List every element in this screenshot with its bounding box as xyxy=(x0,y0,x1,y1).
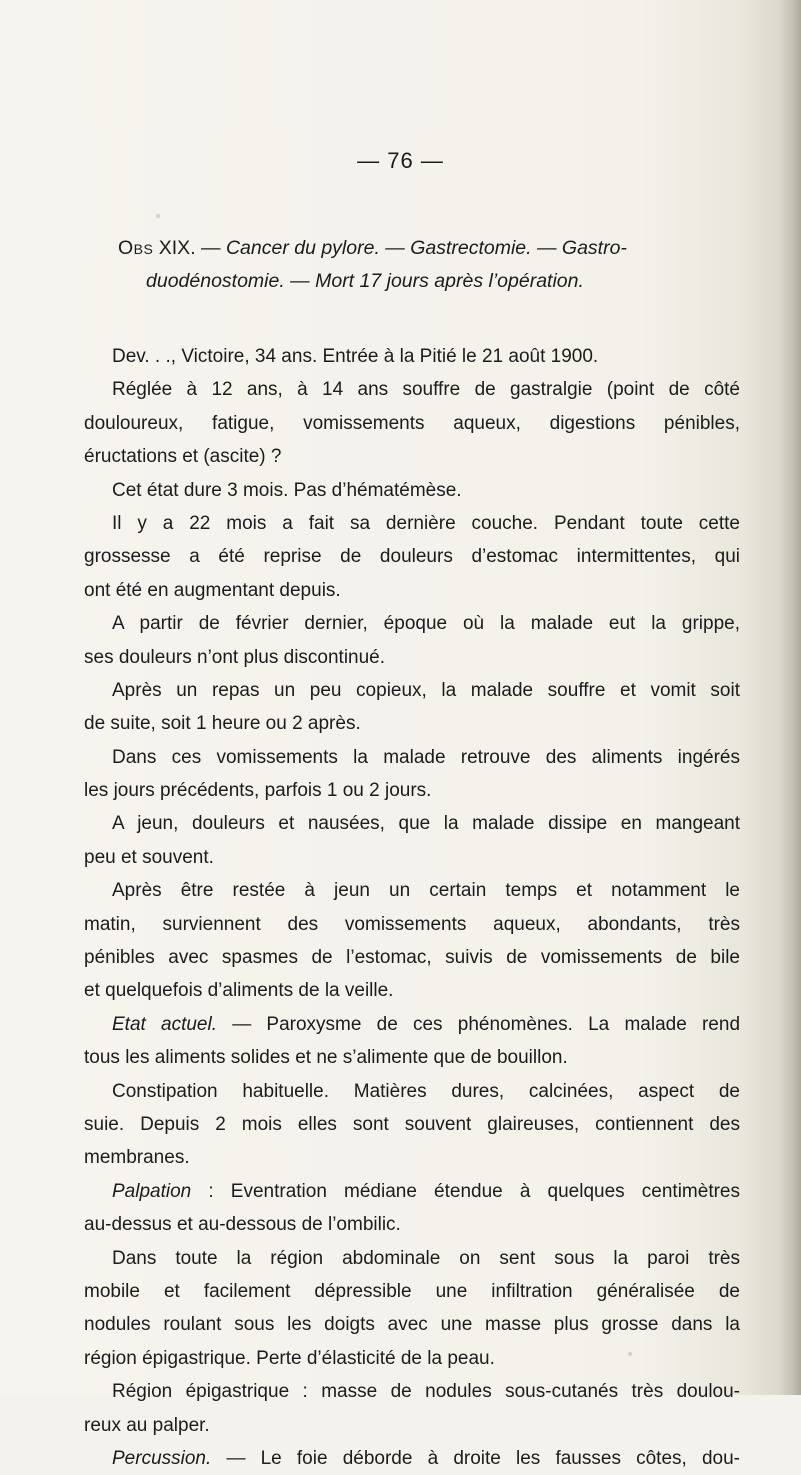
text-line-content: Après être restée à jeun un certain temps et notamment le xyxy=(112,880,740,902)
text-line xyxy=(84,1108,740,1141)
text-line xyxy=(84,1442,740,1475)
text-line-content: Après un repas un peu copieux, la malade souffre et vomit soit xyxy=(112,679,740,701)
text-line-content: membranes. xyxy=(84,1147,190,1169)
text-line xyxy=(84,1008,740,1041)
text-line-content: matin, surviennent des vomissements aqueux, abondants, très xyxy=(84,913,740,935)
italic-lead: Percussion. xyxy=(112,1447,212,1469)
text-line-content: mobile et facilement dépressible une infiltration généralisée de xyxy=(84,1280,740,1302)
italic-lead: Etat actuel. xyxy=(112,1013,217,1035)
text-line-content: Réglée à 12 ans, à 14 ans souffre de gastralgie (point de côté xyxy=(112,379,740,401)
text-line-content: éructations et (ascite) ? xyxy=(84,446,282,468)
text-line-content: les jours précédents, parfois 1 ou 2 jours. xyxy=(84,780,432,802)
text-line-content: A partir de février dernier, époque où la malade eut la grippe, xyxy=(112,613,740,635)
text-line xyxy=(84,941,740,974)
text-line xyxy=(84,1075,740,1108)
text-line xyxy=(84,1208,740,1241)
text-line xyxy=(84,1342,740,1375)
text-line-content: peu et souvent. xyxy=(84,846,214,868)
heading-title-line1: Cancer du pylore. — Gastrectomie. — Gastro- xyxy=(225,237,627,259)
text-line xyxy=(84,1141,740,1174)
text-line xyxy=(84,1242,740,1275)
heading-title-line2: duodénostomie. — Mort 17 jours après l’opération. xyxy=(146,270,584,292)
text-line xyxy=(84,1175,740,1208)
text-line xyxy=(84,641,740,674)
text-line xyxy=(84,774,740,807)
text-line xyxy=(84,1308,740,1341)
text-line-content: A jeun, douleurs et nausées, que la malade dissipe en mangeant xyxy=(112,813,740,835)
text-line xyxy=(84,908,740,941)
text-line-content: Dans ces vomissements la malade retrouve des aliments ingérés xyxy=(112,746,740,768)
paper-speck xyxy=(156,214,160,218)
text-line xyxy=(84,440,740,473)
text-line-content: : Eventration médiane étendue à quelques centimètres xyxy=(191,1180,740,1202)
text-line-content: ont été en augmentant depuis. xyxy=(84,579,341,601)
text-line xyxy=(84,340,740,373)
italic-lead: Palpation xyxy=(112,1180,192,1202)
text-line xyxy=(84,1041,740,1074)
page-number: — 76 — xyxy=(357,148,444,173)
text-line-content: au-dessus et au-dessous de l’ombilic. xyxy=(84,1214,401,1236)
text-line-content: douloureux, fatigue, vomissements aqueux, digestions pénibles, xyxy=(84,412,740,434)
text-line xyxy=(84,407,740,440)
text-line-content: — Paroxysme de ces phénomènes. La malade rend xyxy=(217,1013,741,1035)
page-edge-shadow xyxy=(779,0,801,1395)
obs-number: XIX. — xyxy=(153,237,226,259)
text-line xyxy=(84,974,740,1007)
text-line-content: grossesse a été reprise de douleurs d’estomac intermittentes, qui xyxy=(84,546,740,568)
text-line-content: Cet état dure 3 mois. Pas d’hématémèse. xyxy=(112,479,462,501)
text-line-content: — Le foie déborde à droite les fausses côtes, dou- xyxy=(211,1447,740,1469)
text-line xyxy=(84,707,740,740)
text-line xyxy=(84,1275,740,1308)
text-line xyxy=(84,373,740,406)
text-line xyxy=(84,1409,740,1442)
text-line xyxy=(84,540,740,573)
text-line xyxy=(84,507,740,540)
text-line xyxy=(84,741,740,774)
text-line xyxy=(84,607,740,640)
observation-heading xyxy=(118,232,738,298)
text-line xyxy=(84,1375,740,1408)
text-line-content: de suite, soit 1 heure ou 2 après. xyxy=(84,713,361,735)
text-line xyxy=(84,807,740,840)
text-line xyxy=(84,574,740,607)
text-line-content: Constipation habituelle. Matières dures, calcinées, aspect de xyxy=(112,1080,740,1102)
text-line-content: pénibles avec spasmes de l’estomac, suivis de vomissements de bile xyxy=(84,947,740,969)
text-line-content: Il y a 22 mois a fait sa dernière couche. Pendant toute cette xyxy=(112,512,740,534)
text-line xyxy=(84,474,740,507)
text-line-content: région épigastrique. Perte d’élasticité de la peau. xyxy=(84,1347,495,1369)
text-line-content: suie. Depuis 2 mois elles sont souvent glaireuses, contiennent des xyxy=(84,1113,740,1135)
obs-label: Obs xyxy=(118,237,154,259)
text-line-content: reux au palper. xyxy=(84,1414,210,1436)
observation-body-text xyxy=(84,340,740,1475)
text-line-content: Dans toute la région abdominale on sent sous la paroi très xyxy=(112,1247,740,1269)
text-line-content: Dev. . ., Victoire, 34 ans. Entrée à la Pitié le 21 août 1900. xyxy=(112,346,599,367)
text-line-content: tous les aliments solides et ne s’alimente que de bouillon. xyxy=(84,1047,568,1069)
text-line-content: nodules roulant sous les doigts avec une masse plus grosse dans la xyxy=(84,1314,740,1336)
text-line-content: et quelquefois d’aliments de la veille. xyxy=(84,980,394,1002)
text-line xyxy=(84,841,740,874)
text-line xyxy=(84,674,740,707)
text-line-content: ses douleurs n’ont plus discontinué. xyxy=(84,646,386,668)
text-line xyxy=(84,874,740,907)
text-line-content: Région épigastrique : masse de nodules sous-cutanés très doulou- xyxy=(112,1381,740,1403)
